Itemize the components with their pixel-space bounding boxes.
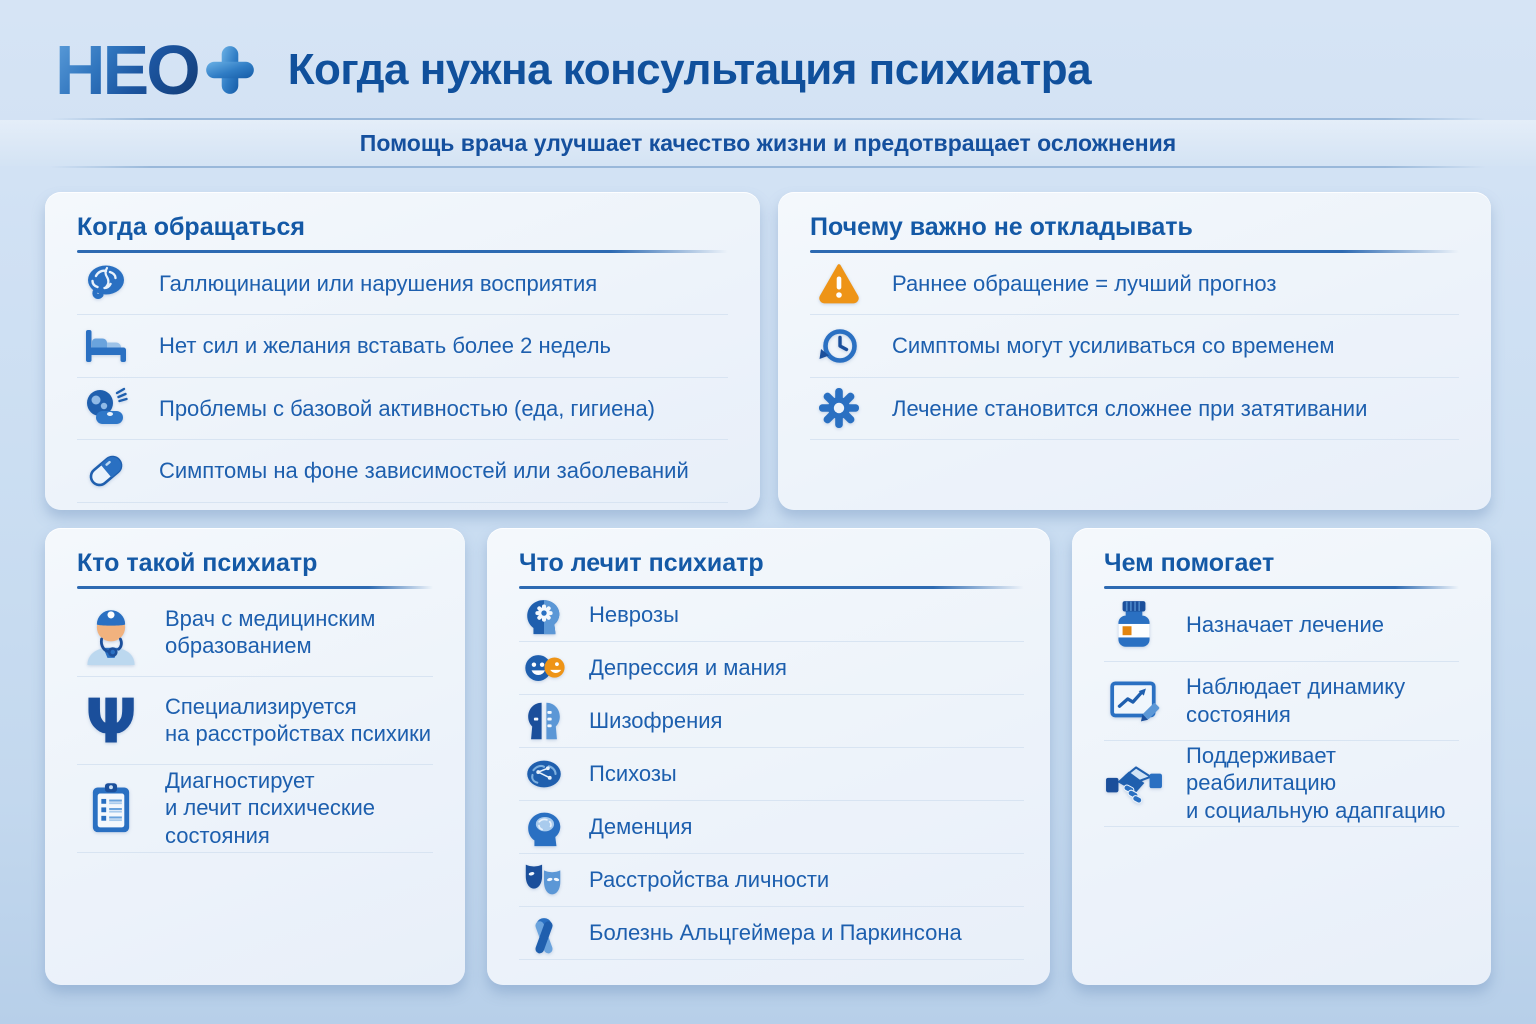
list-item [519, 801, 1024, 854]
card-title: Почему важно не откладывать [810, 213, 1193, 241]
split-head-icon [519, 698, 569, 744]
subtitle-divider [50, 166, 1486, 168]
list-item [77, 315, 728, 378]
item-text: Наблюдает динамику состояния [1186, 674, 1406, 727]
card-title: Когда обращаться [77, 213, 306, 241]
head-brain-icon [519, 804, 569, 850]
card-items [77, 589, 433, 853]
list-item [77, 378, 728, 441]
card-title: Чем помогает [1104, 549, 1275, 577]
brain-icon [77, 259, 135, 307]
meal-icon [77, 384, 135, 432]
chart-pen-icon [1104, 674, 1164, 728]
item-text: Нет сил и желания вставать более 2 недель [159, 333, 611, 358]
item-text: Депрессия и мания [589, 654, 787, 680]
item-text: Специализируется на расстройствах психики [165, 693, 432, 746]
card-title: Что лечит психиатр [519, 549, 764, 577]
card-why-not-delay [778, 192, 1491, 510]
list-item [810, 378, 1459, 441]
item-text: Шизофрения [589, 707, 723, 733]
list-item [810, 253, 1459, 316]
list-item [519, 589, 1024, 642]
logo-plus-icon [202, 42, 258, 98]
item-text: Диагностирует и лечит психические состояния [165, 767, 376, 848]
logo-text: НЕО [55, 31, 198, 109]
subtitle-band [0, 120, 1536, 166]
item-text: Лечение становится сложнее при затятивании [892, 395, 1368, 421]
list-item [1104, 662, 1459, 741]
clipboard-icon [77, 779, 145, 837]
theater-masks-icon [519, 857, 569, 903]
card-when-to-seek [45, 192, 760, 510]
svg-text:Ψ: Ψ [84, 688, 138, 752]
list-item [519, 907, 1024, 960]
item-text: Неврозы [589, 601, 679, 627]
list-item [519, 748, 1024, 801]
item-text: Симптомы могут усиливаться со временем [892, 333, 1335, 358]
doctor-icon [77, 599, 145, 665]
neo-plus-logo [55, 31, 258, 109]
awareness-ribbon-icon [519, 910, 569, 956]
list-item [77, 253, 728, 316]
card-what-psychiatrist-treats [487, 528, 1050, 985]
warning-triangle-icon [810, 259, 868, 307]
card-items [519, 589, 1024, 960]
item-text: Деменция [589, 813, 693, 839]
item-text: Проблемы с базовой активностью (еда, гигиена) [159, 395, 656, 421]
item-text: Болезнь Альцгеймера и Паркинсона [589, 919, 962, 945]
top-card-row [45, 192, 1491, 510]
item-text: Галлюцинации или нарушения восприятия [159, 270, 598, 296]
bed-icon [77, 322, 135, 370]
item-text: Психозы [589, 760, 677, 786]
card-who-is-psychiatrist [45, 528, 465, 985]
card-title: Кто такой психиатр [77, 549, 318, 577]
page-title: Когда нужна консультация психиатра [287, 44, 1092, 94]
card-items [1104, 589, 1459, 827]
mood-faces-icon [519, 645, 569, 691]
list-item [519, 642, 1024, 695]
page-subtitle: Помощь врача улучшает качество жизни и предотвращает осложнения [359, 129, 1177, 156]
list-item [77, 677, 433, 765]
medicine-bottle-icon [1104, 598, 1164, 652]
brain-network-icon [519, 751, 569, 797]
item-text: Симптомы на фоне зависимостей или заболеваний [159, 458, 689, 483]
psi-symbol-icon [77, 688, 145, 752]
gear-icon [810, 384, 868, 432]
card-items [810, 253, 1459, 441]
item-text: Поддерживает реабилитацию и социальную адапгацию [1186, 742, 1446, 823]
list-item [77, 440, 728, 503]
list-item [77, 765, 433, 853]
list-item [519, 695, 1024, 748]
pill-icon [77, 447, 135, 495]
list-item [1104, 589, 1459, 662]
item-text: Расстройства личности [589, 866, 830, 892]
list-item [1104, 741, 1459, 827]
bottom-card-row [45, 528, 1491, 985]
header [0, 0, 1536, 110]
card-how-helps [1072, 528, 1491, 985]
item-text: Раннее обращение = лучший прогноз [892, 270, 1277, 296]
list-item [77, 589, 433, 677]
head-gear-icon [519, 592, 569, 638]
list-item [810, 315, 1459, 378]
card-items [77, 253, 728, 503]
item-text: Назначает лечение [1186, 611, 1384, 637]
handshake-icon [1104, 754, 1164, 812]
history-clock-icon [810, 322, 868, 370]
list-item [519, 854, 1024, 907]
item-text: Врач с медицинским образованием [165, 605, 376, 658]
